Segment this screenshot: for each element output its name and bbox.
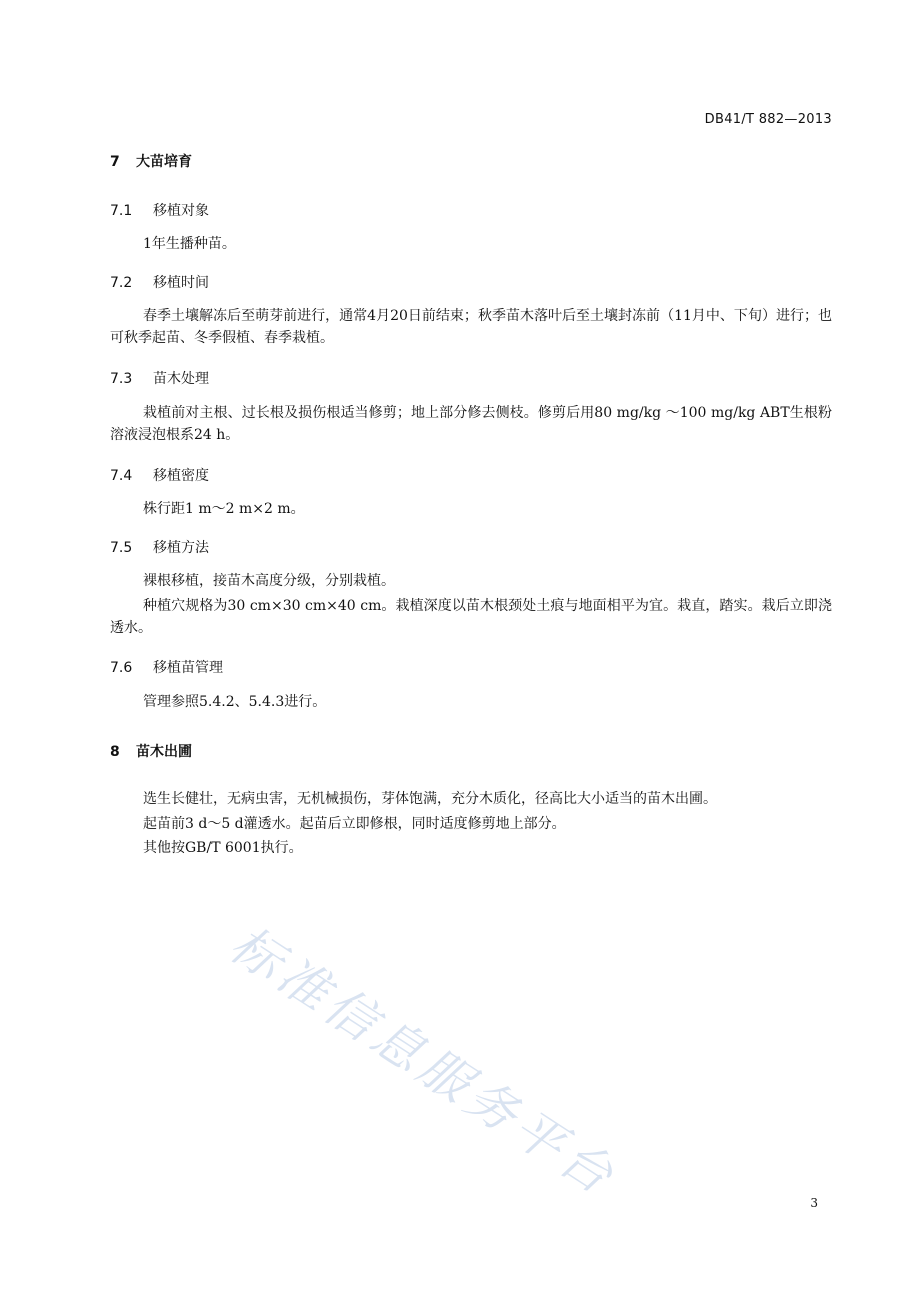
paragraph-7-2: 春季土壤解冻后至萌芽前进行，通常4月20日前结束；秋季苗木落叶后至土壤封冻前（11月中、下旬）进行；也可秋季起苗、冬季假植、春季栽植。: [110, 308, 832, 346]
subsection-title: 移植苗管理: [153, 660, 223, 676]
section-number: 8: [110, 744, 120, 760]
page-number: 3: [810, 1196, 818, 1210]
subsection-title: 苗木处理: [153, 371, 209, 387]
subsection-7-4-heading: [110, 465, 209, 485]
subsection-7-5-heading: [110, 537, 209, 557]
subsection-7-3-heading: [110, 368, 209, 388]
paragraph-7-4: 株行距1 m～2 m×2 m。: [143, 501, 305, 517]
paragraph-7-1: 1年生播种苗。: [143, 236, 236, 252]
section-title: 大苗培育: [136, 154, 192, 170]
section-number: 7: [110, 154, 120, 170]
subsection-number: 7.2: [110, 275, 133, 291]
paragraph-7-3: 栽植前对主根、过长根及损伤根适当修剪；地上部分修去侧枝。修剪后用80 mg/kg ～100 mg/kg ABT生根粉溶液浸泡根系24 h。: [110, 405, 832, 443]
subsection-number: 7.6: [110, 660, 133, 676]
watermark: 标准信息服务平台: [220, 915, 628, 1208]
section-title: 苗木出圃: [136, 744, 192, 760]
paragraph-7-6: 管理参照5.4.2、5.4.3进行。: [143, 694, 327, 710]
subsection-7-6-heading: [110, 657, 223, 677]
section-8-heading: [110, 741, 192, 761]
section-7-heading: [110, 151, 192, 171]
paragraph-8-line-1: 选生长健壮，无病虫害，无机械损伤，芽体饱满，充分木质化，径高比大小适当的苗木出圃。: [143, 791, 717, 807]
paragraph-8-line-2: 起苗前3 d～5 d灌透水。起苗后立即修根，同时适度修剪地上部分。: [143, 816, 566, 832]
subsection-number: 7.4: [110, 468, 133, 484]
subsection-title: 移植对象: [153, 203, 209, 219]
subsection-7-1-heading: [110, 200, 209, 220]
paragraph-7-5-b: 种植穴规格为30 cm×30 cm×40 cm。栽植深度以苗木根颈处土痕与地面相平为宜。栽直，踏实。栽后立即浇透水。: [110, 598, 832, 636]
subsection-title: 移植方法: [153, 540, 209, 556]
subsection-title: 移植密度: [153, 468, 209, 484]
subsection-number: 7.5: [110, 540, 133, 556]
subsection-title: 移植时间: [153, 275, 209, 291]
subsection-number: 7.1: [110, 203, 133, 219]
paragraph-8-line-3: 其他按GB/T 6001执行。: [143, 840, 303, 856]
subsection-7-2-heading: [110, 272, 209, 292]
paragraph-7-5-a: 裸根移植，接苗木高度分级，分别栽植。: [143, 573, 395, 589]
subsection-number: 7.3: [110, 371, 133, 387]
standard-code: DB41/T 882—2013: [704, 112, 832, 127]
